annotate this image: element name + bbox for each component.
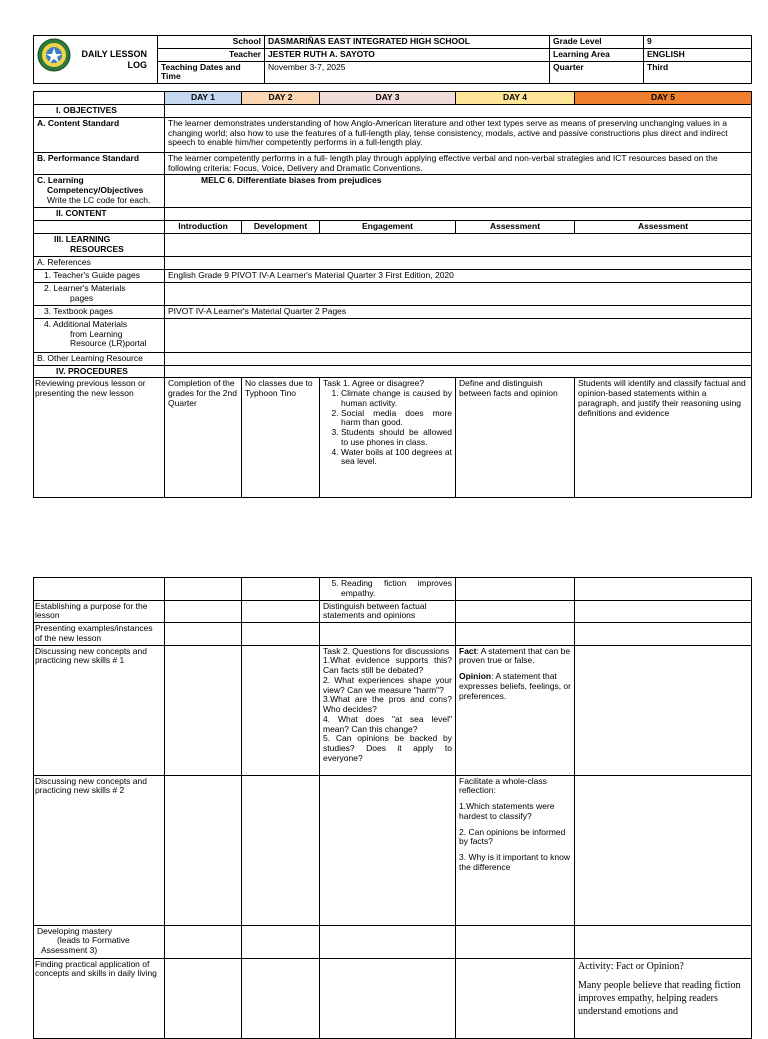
reviewing-day3 bbox=[320, 378, 456, 498]
mastery-label-line1: Developing mastery bbox=[37, 925, 113, 936]
learners-materials-line1: 2. Learner's Materials bbox=[44, 282, 126, 293]
grade-level-value: 9 bbox=[644, 36, 752, 49]
quarter-label: Quarter bbox=[550, 61, 644, 84]
learning-resources-blank bbox=[165, 234, 752, 257]
discussing2-label: Discussing new concepts and practicing new skills # 2 bbox=[34, 775, 165, 925]
reviewing-day2: No classes due to Typhoon Tino bbox=[242, 378, 320, 498]
task2-title: Task 2. Questions for discussions bbox=[323, 645, 450, 656]
content-heading: II. CONTENT bbox=[34, 208, 165, 221]
practical-day2 bbox=[242, 958, 320, 1038]
quarter-value: Third bbox=[644, 61, 752, 84]
practical-day4 bbox=[456, 958, 575, 1038]
task2-line: 3.What are the pros and cons? Who decides? bbox=[323, 694, 452, 715]
day-5-header: DAY 5 bbox=[575, 92, 752, 105]
task2-line: 5. Can opinions be backed by studies? Does it apply to everyone? bbox=[323, 733, 452, 764]
purpose-day4 bbox=[456, 600, 575, 623]
practical-day1 bbox=[165, 958, 242, 1038]
stage-engagement: Engagement bbox=[320, 221, 456, 234]
dates-label: Teaching Dates and Time bbox=[158, 61, 265, 84]
discussing1-day5 bbox=[575, 645, 752, 775]
task1-list bbox=[323, 389, 452, 467]
dates-value: November 3-7, 2025 bbox=[265, 61, 550, 84]
stage-assessment-day4: Assessment bbox=[456, 221, 575, 234]
mastery-day4 bbox=[456, 925, 575, 958]
content-standard-text: The learner demonstrates understanding of how Anglo-American literature and other text types serve as means of preserving unchanging values in a changing world; also how to use the features of a full-length play, tense consistency, modals, active and passive constructions plus direct and indirect speech to enable him/her competently performs in a full-length play. bbox=[165, 117, 752, 152]
stage-development: Development bbox=[242, 221, 320, 234]
additional-materials-line2: from Learning bbox=[70, 328, 123, 339]
additional-materials-value bbox=[165, 318, 752, 352]
mastery-label-line3: Assessment 3) bbox=[41, 945, 98, 956]
teacher-label: Teacher bbox=[158, 48, 265, 61]
mastery-label bbox=[34, 925, 165, 958]
competency-text: MELC 6. Differentiate biases from prejudices bbox=[165, 175, 752, 208]
fact-def: : A statement that can be proven true or false. bbox=[459, 645, 571, 666]
opinion-def: : A statement that expresses beliefs, feelings, or preferences. bbox=[459, 671, 571, 701]
school-value: DASMARIÑAS EAST INTEGRATED HIGH SCHOOL bbox=[265, 36, 550, 49]
grade-level-label: Grade Level bbox=[550, 36, 644, 49]
day-2-header: DAY 2 bbox=[242, 92, 320, 105]
discussing2-day5 bbox=[575, 775, 752, 925]
reviewing-label: Reviewing previous lesson or presenting the new lesson bbox=[34, 378, 165, 498]
stage-blank bbox=[34, 221, 165, 234]
discussing1-day2 bbox=[242, 645, 320, 775]
performance-standard-label: B. Performance Standard bbox=[34, 152, 165, 175]
examples-day2 bbox=[242, 623, 320, 646]
day-4-header: DAY 4 bbox=[456, 92, 575, 105]
content-blank bbox=[165, 208, 752, 221]
references-blank bbox=[165, 257, 752, 270]
reviewing-day5: Students will identify and classify factual and opinion-based statements within a paragraph, and justify their reasoning using definitions and evidence bbox=[575, 378, 752, 498]
reflection-q1: 1.Which statements were hardest to classify? bbox=[459, 801, 555, 821]
additional-materials-label bbox=[34, 318, 165, 352]
school-label: School bbox=[158, 36, 265, 49]
dll-title-line1: DAILY LESSON bbox=[81, 49, 147, 60]
reviewing-day1: Completion of the grades for the 2nd Quarter bbox=[165, 378, 242, 498]
discussing2-day4 bbox=[456, 775, 575, 925]
day-header-blank bbox=[34, 92, 165, 105]
fact-term: Fact bbox=[459, 645, 477, 656]
discussing1-label: Discussing new concepts and practicing new skills # 1 bbox=[34, 645, 165, 775]
learners-materials-value bbox=[165, 282, 752, 305]
examples-day4 bbox=[456, 623, 575, 646]
continued-day1 bbox=[165, 578, 242, 601]
procedures-blank bbox=[165, 365, 752, 378]
references-label: A. References bbox=[34, 257, 165, 270]
dll-title-line2: LOG bbox=[127, 59, 147, 70]
purpose-day2 bbox=[242, 600, 320, 623]
discussing2-day1 bbox=[165, 775, 242, 925]
discussing2-day3 bbox=[320, 775, 456, 925]
purpose-label: Establishing a purpose for the lesson bbox=[34, 600, 165, 623]
competency-label-line2: Competency/Objectives bbox=[47, 185, 144, 196]
purpose-day5 bbox=[575, 600, 752, 623]
continued-day3 bbox=[320, 578, 456, 601]
continued-day4 bbox=[456, 578, 575, 601]
reflection-q3: 3. Why is it important to know the difference bbox=[459, 852, 571, 872]
fact-definition bbox=[459, 647, 571, 667]
task1-item: 4. Water boils at 100 degrees at sea level. bbox=[341, 448, 452, 468]
purpose-day3: Distinguish between factual statements and opinions bbox=[320, 600, 456, 623]
teachers-guide-value: English Grade 9 PIVOT IV-A Learner's Material Quarter 3 First Edition, 2020 bbox=[165, 269, 752, 282]
textbook-pages-label: 3. Textbook pages bbox=[34, 305, 165, 318]
activity-text: Many people believe that reading fiction improves empathy, helping readers understand emotions and bbox=[578, 979, 741, 1017]
objectives-blank bbox=[165, 105, 752, 118]
task2-line: 2. What experiences shape your view? Can we measure "harm"? bbox=[323, 674, 452, 695]
discussing1-day1 bbox=[165, 645, 242, 775]
continued-label bbox=[34, 578, 165, 601]
activity-title: Activity: Fact or Opinion? bbox=[578, 960, 684, 972]
mastery-day3 bbox=[320, 925, 456, 958]
mastery-day5 bbox=[575, 925, 752, 958]
examples-day5 bbox=[575, 623, 752, 646]
content-standard-label: A. Content Standard bbox=[34, 117, 165, 152]
examples-label: Presenting examples/instances of the new lesson bbox=[34, 623, 165, 646]
continued-day2 bbox=[242, 578, 320, 601]
competency-label-line1: C. Learning bbox=[37, 175, 84, 186]
opinion-definition bbox=[459, 672, 571, 701]
header-table bbox=[33, 35, 752, 84]
examples-day1 bbox=[165, 623, 242, 646]
learners-materials-label bbox=[34, 282, 165, 305]
lesson-log-table-page2 bbox=[33, 577, 752, 1039]
mastery-label-line2: (leads to Formative bbox=[57, 935, 130, 946]
learning-resources-heading bbox=[34, 234, 165, 257]
stage-assessment-day5: Assessment bbox=[575, 221, 752, 234]
practical-day3 bbox=[320, 958, 456, 1038]
task1-item: 3. Students should be allowed to use phones in class. bbox=[341, 428, 452, 448]
practical-day5 bbox=[575, 958, 752, 1038]
opinion-term: Opinion bbox=[459, 671, 492, 682]
performance-standard-text: The learner competently performs in a full- length play through applying effective verbal and non-verbal strategies and ICT resources based on the following criteria: Focus, Voice, Delivery and Dramatic Conventions. bbox=[165, 152, 752, 175]
discussing1-day3 bbox=[320, 645, 456, 775]
task1-title: Task 1. Agree or disagree? bbox=[323, 378, 425, 389]
procedures-heading: IV. PROCEDURES bbox=[34, 365, 165, 378]
teacher-value: JESTER RUTH A. SAYOTO bbox=[265, 48, 550, 61]
task1-list-continued bbox=[323, 579, 452, 599]
additional-materials-line1: 4. Additional Materials bbox=[44, 318, 128, 329]
task2-line: 1.What evidence supports this? Can facts still be debated? bbox=[323, 655, 452, 676]
learning-resources-line1: III. LEARNING bbox=[54, 234, 111, 245]
discussing1-day4 bbox=[456, 645, 575, 775]
reviewing-day4: Define and distinguish between facts and opinion bbox=[456, 378, 575, 498]
objectives-heading: I. OBJECTIVES bbox=[34, 105, 165, 118]
additional-materials-line3: Resource (LR)portal bbox=[70, 338, 147, 349]
learning-area-value: ENGLISH bbox=[644, 48, 752, 61]
examples-day3 bbox=[320, 623, 456, 646]
day-3-header: DAY 3 bbox=[320, 92, 456, 105]
reflection-q2: 2. Can opinions be informed by facts? bbox=[459, 826, 566, 847]
learners-materials-line2: pages bbox=[70, 292, 94, 303]
day-1-header: DAY 1 bbox=[165, 92, 242, 105]
textbook-pages-value: PIVOT IV-A Learner's Material Quarter 2 Pages bbox=[165, 305, 752, 318]
task1-item: 1. Climate change is caused by human activity. bbox=[341, 389, 452, 409]
other-resource-label: B. Other Learning Resource bbox=[34, 352, 165, 365]
teachers-guide-label: 1. Teacher's Guide pages bbox=[34, 269, 165, 282]
mastery-day2 bbox=[242, 925, 320, 958]
competency-label-line3: Write the LC code for each. bbox=[47, 194, 151, 205]
mastery-day1 bbox=[165, 925, 242, 958]
practical-label: Finding practical application of concepts and skills in daily living bbox=[34, 958, 165, 1038]
competency-label bbox=[34, 175, 165, 208]
task2-line: 4. What does "at sea level" mean? Can this change? bbox=[323, 713, 452, 734]
reflection-intro: Facilitate a whole-class reflection: bbox=[459, 775, 547, 796]
other-resource-value bbox=[165, 352, 752, 365]
task1-item: 2. Social media does more harm than good. bbox=[341, 409, 452, 429]
learning-resources-line2: RESOURCES bbox=[70, 243, 124, 254]
dll-title-cell bbox=[34, 36, 158, 84]
task1-item: 5. Reading fiction improves empathy. bbox=[341, 579, 452, 599]
purpose-day1 bbox=[165, 600, 242, 623]
stage-introduction: Introduction bbox=[165, 221, 242, 234]
continued-day5 bbox=[575, 578, 752, 601]
lesson-log-table bbox=[33, 91, 752, 498]
learning-area-label: Learning Area bbox=[550, 48, 644, 61]
discussing2-day2 bbox=[242, 775, 320, 925]
